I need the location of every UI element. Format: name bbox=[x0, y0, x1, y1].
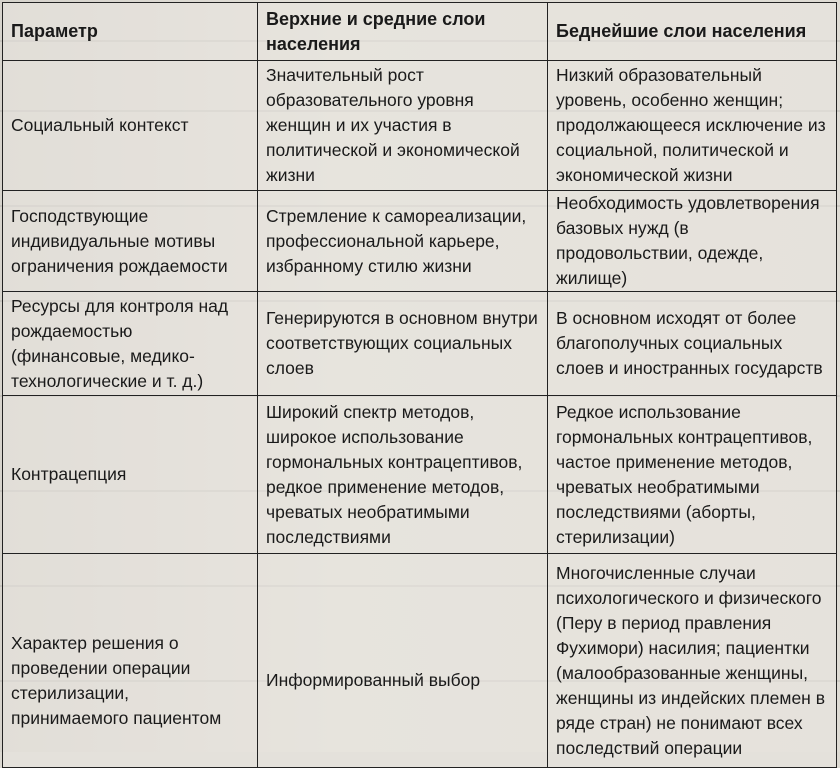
header-poor-classes: Беднейшие слои населения bbox=[548, 3, 837, 61]
row-poor: Необходимость удовлетворения базовых нужд (в продовольствии, одежде, жилище) bbox=[548, 191, 837, 292]
row-param: Ресурсы для контроля над рождаемостью (финансовые, медико-технологические и т. д.) bbox=[3, 292, 258, 396]
comparison-table bbox=[2, 2, 837, 768]
row-param: Контрацепция bbox=[3, 396, 258, 554]
row-upper: Генерируются в основном внутри соответствующих социальных слоев bbox=[258, 292, 548, 396]
table-row bbox=[3, 396, 837, 554]
row-poor: Низкий образовательный уровень, особенно женщин; продолжающееся исключение из социальной, политической и экономической жизни bbox=[548, 61, 837, 191]
table-row bbox=[3, 191, 837, 292]
row-poor: Редкое использование гормональных контрацептивов, частое применение методов, чреватых необратимыми последствиями (аборты, стерилизации) bbox=[548, 396, 837, 554]
table-row bbox=[3, 554, 837, 768]
row-poor: В основном исходят от более благополучных социальных слоев и иностранных государств bbox=[548, 292, 837, 396]
header-upper-classes: Верхние и средние слои населения bbox=[258, 3, 548, 61]
header-parameter: Параметр bbox=[3, 3, 258, 61]
header-row bbox=[3, 3, 837, 61]
row-upper: Стремление к самореализации, профессиональной карьере, избранному стилю жизни bbox=[258, 191, 548, 292]
row-upper: Значительный рост образовательного уровня женщин и их участия в политической и экономической жизни bbox=[258, 61, 548, 191]
table-row bbox=[3, 292, 837, 396]
row-param: Характер решения о проведении операции стерилизации, принимаемого пациентом bbox=[3, 554, 258, 768]
row-param: Социальный контекст bbox=[3, 61, 258, 191]
table-row bbox=[3, 61, 837, 191]
row-upper: Информированный выбор bbox=[258, 554, 548, 768]
row-poor: Многочисленные случаи психологического и физического (Перу в период правления Фухимори) насилия; пациентки (малообразованные женщины, женщины из индейских племен в ряде стран) не понимают всех последствий операции bbox=[548, 554, 837, 768]
row-upper: Широкий спектр методов, широкое использование гормональных контрацептивов, редкое применение методов, чреватых необратимыми последствиями bbox=[258, 396, 548, 554]
row-param: Господствующие индивидуальные мотивы ограничения рождаемости bbox=[3, 191, 258, 292]
